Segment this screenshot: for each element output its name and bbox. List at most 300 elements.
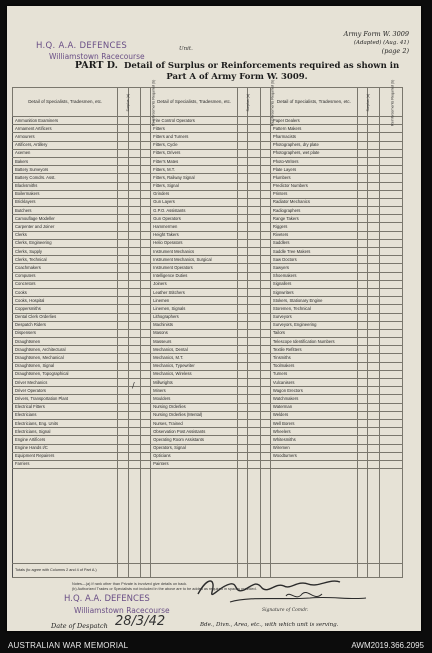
blank-cell — [13, 469, 118, 564]
entry-cell — [260, 157, 270, 165]
entry-cell — [140, 133, 150, 141]
entry-cell — [260, 248, 270, 256]
table-row — [13, 362, 403, 370]
tick-mark: / — [132, 381, 135, 390]
entry-cell — [118, 338, 128, 346]
entry-cell — [357, 313, 367, 321]
entry-cell — [238, 190, 248, 198]
entry-cell — [118, 403, 128, 411]
entry-cell — [357, 190, 367, 198]
entry-cell — [357, 452, 367, 460]
entry-cell — [248, 141, 260, 149]
entry-cell — [248, 403, 260, 411]
entry-cell — [238, 207, 248, 215]
entry-cell — [357, 305, 367, 313]
table-row — [13, 207, 403, 215]
trade-name-cell: Coachmakers — [13, 264, 118, 272]
table-row — [13, 354, 403, 362]
title-line-2: Part A of Army Form W. 3009. — [166, 71, 308, 82]
entry-cell — [118, 428, 128, 436]
trade-name-cell: Wagon Erectors — [270, 387, 357, 395]
entry-cell — [118, 141, 128, 149]
entry-cell — [380, 125, 403, 133]
entry-cell — [380, 248, 403, 256]
trade-name-cell: Battery Comdrs. Asst. — [13, 174, 118, 182]
entry-cell — [357, 125, 367, 133]
entry-cell — [357, 288, 367, 296]
trade-name-cell: Plumbers — [270, 174, 357, 182]
entry-cell — [140, 182, 150, 190]
entry-cell — [357, 297, 367, 305]
trade-name-cell: Mechanics, Wireless — [151, 370, 238, 378]
trade-name-cell: Draughtsmen, Topographical — [13, 370, 118, 378]
entry-cell — [140, 387, 150, 395]
trade-name-cell: Blacksmiths — [13, 182, 118, 190]
entry-cell — [380, 428, 403, 436]
entry-cell — [248, 460, 260, 468]
entry-cell — [140, 354, 150, 362]
entry-cell — [357, 338, 367, 346]
table-header-row — [13, 88, 403, 117]
entry-cell — [238, 256, 248, 264]
trade-name-cell: Masseurs — [151, 338, 238, 346]
table-row — [13, 370, 403, 378]
entry-cell — [248, 436, 260, 444]
entry-cell — [368, 198, 380, 206]
entry-cell — [128, 329, 140, 337]
trade-name-cell: Paper Dealers — [270, 117, 357, 125]
trade-name-cell: Gun Operators — [151, 215, 238, 223]
trade-name-cell: Clerks, Supply — [13, 248, 118, 256]
trade-name-cell: Artificers, Artillery — [13, 141, 118, 149]
entry-cell — [128, 272, 140, 280]
entry-cell — [238, 133, 248, 141]
table-row — [13, 215, 403, 223]
entry-cell — [128, 174, 140, 182]
entry-cell — [368, 174, 380, 182]
entry-cell — [118, 190, 128, 198]
entry-cell — [380, 182, 403, 190]
entry-cell — [140, 239, 150, 247]
entry-cell — [260, 313, 270, 321]
entry-cell — [380, 321, 403, 329]
table-row — [13, 419, 403, 427]
trade-name-cell: Predictor Numbers — [270, 182, 357, 190]
header-reinforcements: Reinforcements Required (b) — [128, 88, 140, 117]
trade-name-cell: Mechanics, M.T. — [151, 354, 238, 362]
entry-cell — [368, 264, 380, 272]
entry-cell — [140, 346, 150, 354]
table-row — [13, 444, 403, 452]
totals-cell — [128, 564, 140, 578]
entry-cell — [238, 395, 248, 403]
entry-cell — [140, 297, 150, 305]
entry-cell — [357, 198, 367, 206]
table-row — [13, 329, 403, 337]
entry-cell — [248, 338, 260, 346]
entry-cell — [357, 428, 367, 436]
entry-cell — [260, 379, 270, 387]
entry-cell — [380, 239, 403, 247]
entry-cell — [357, 329, 367, 337]
entry-cell — [238, 428, 248, 436]
entry-cell — [380, 370, 403, 378]
note-a: Notes—(a) If rank other than Private is involved give details on back. — [72, 582, 188, 586]
entry-cell — [357, 157, 367, 165]
trade-name-cell: Radiator Mechanics — [270, 198, 357, 206]
entry-cell — [368, 436, 380, 444]
entry-cell — [238, 239, 248, 247]
entry-cell — [248, 157, 260, 165]
entry-cell — [260, 125, 270, 133]
entry-cell — [368, 354, 380, 362]
table-row — [13, 125, 403, 133]
entry-cell — [128, 239, 140, 247]
entry-cell — [380, 362, 403, 370]
entry-cell — [248, 207, 260, 215]
entry-cell — [118, 256, 128, 264]
entry-cell — [368, 370, 380, 378]
entry-cell — [368, 215, 380, 223]
entry-cell — [368, 297, 380, 305]
totals-cell — [140, 564, 150, 578]
entry-cell — [260, 297, 270, 305]
entry-cell — [248, 288, 260, 296]
entry-cell — [238, 174, 248, 182]
entry-cell — [248, 452, 260, 460]
entry-cell — [118, 452, 128, 460]
entry-cell — [380, 223, 403, 231]
entry-cell — [380, 280, 403, 288]
entry-cell — [238, 248, 248, 256]
signature-label: Signature of Comdr. — [262, 608, 309, 613]
header-reinforcements: Reinforcements Required (b) — [368, 88, 380, 117]
trade-name-cell: Welders — [270, 411, 357, 419]
table-row — [13, 198, 403, 206]
entry-cell — [238, 288, 248, 296]
entry-cell — [260, 223, 270, 231]
entry-cell — [380, 215, 403, 223]
entry-cell — [118, 313, 128, 321]
entry-cell — [118, 264, 128, 272]
trade-name-cell: Telescope Identification Numbers — [270, 338, 357, 346]
table-row — [13, 141, 403, 149]
trade-name-cell: Mechanics, Dental — [151, 346, 238, 354]
entry-cell — [368, 403, 380, 411]
header-surplus: Surplus (a) — [238, 88, 248, 117]
entry-cell — [140, 223, 150, 231]
entry-cell — [357, 149, 367, 157]
trade-name-cell: Electricians — [13, 411, 118, 419]
trade-name-cell: Joiners — [151, 280, 238, 288]
entry-cell — [118, 411, 128, 419]
entry-cell — [248, 370, 260, 378]
trade-name-cell — [270, 460, 357, 468]
entry-cell — [140, 444, 150, 452]
entry-cell — [380, 411, 403, 419]
entry-cell — [128, 256, 140, 264]
entry-cell — [248, 411, 260, 419]
entry-cell — [248, 272, 260, 280]
table-row — [13, 149, 403, 157]
specialists-table — [12, 79, 403, 578]
entry-cell — [118, 215, 128, 223]
entry-cell — [128, 428, 140, 436]
blank-cell — [128, 469, 140, 564]
entry-cell — [238, 313, 248, 321]
entry-cell — [357, 272, 367, 280]
trade-name-cell: Sawyers — [270, 264, 357, 272]
entry-cell — [248, 174, 260, 182]
entry-cell — [128, 133, 140, 141]
trade-name-cell: Surveyors — [270, 313, 357, 321]
table-row — [13, 387, 403, 395]
table-row — [13, 272, 403, 280]
entry-cell — [380, 452, 403, 460]
trade-name-cell: Hammermen — [151, 223, 238, 231]
trade-name-cell: Nursing Orderlies — [151, 403, 238, 411]
trade-name-cell: Fitters — [151, 125, 238, 133]
entry-cell — [248, 166, 260, 174]
entry-cell — [260, 305, 270, 313]
table-row — [13, 166, 403, 174]
entry-cell — [357, 370, 367, 378]
entry-cell — [357, 362, 367, 370]
entry-cell — [357, 256, 367, 264]
entry-cell — [357, 354, 367, 362]
table-row — [13, 305, 403, 313]
trade-name-cell: Bakers — [13, 157, 118, 165]
trade-name-cell: Gun Layers — [151, 198, 238, 206]
entry-cell — [380, 190, 403, 198]
trade-name-cell: Boilermakers — [13, 190, 118, 198]
trade-name-cell: Moulders — [151, 395, 238, 403]
entry-cell — [128, 117, 140, 125]
entry-cell — [128, 207, 140, 215]
entry-cell — [380, 403, 403, 411]
trade-name-cell: Engine Artificers — [13, 436, 118, 444]
trade-name-cell: G.P.O. Assistants — [151, 207, 238, 215]
entry-cell — [248, 346, 260, 354]
entry-cell — [380, 329, 403, 337]
entry-cell — [118, 157, 128, 165]
trade-name-cell: Fitters, Cycle — [151, 141, 238, 149]
entry-cell — [357, 182, 367, 190]
entry-cell — [260, 387, 270, 395]
entry-cell — [357, 444, 367, 452]
title-line-1: Detail of Surplus or Reinforcements required as shown in — [123, 61, 400, 71]
entry-cell — [238, 157, 248, 165]
trade-name-cell: Machinists — [151, 321, 238, 329]
entry-cell — [128, 198, 140, 206]
entry-cell — [380, 338, 403, 346]
blank-cell — [238, 469, 248, 564]
entry-cell — [248, 190, 260, 198]
entry-cell — [248, 379, 260, 387]
entry-cell — [368, 125, 380, 133]
entry-cell — [380, 264, 403, 272]
entry-cell — [368, 141, 380, 149]
trade-name-cell: Lithographers — [151, 313, 238, 321]
entry-cell — [368, 239, 380, 247]
entry-cell — [128, 436, 140, 444]
trade-name-cell: Painters — [151, 460, 238, 468]
entry-cell — [238, 362, 248, 370]
despatch-label: Date of Despatch — [51, 622, 108, 630]
trade-name-cell: Draughtsmen, Architectural — [13, 346, 118, 354]
entry-cell — [238, 149, 248, 157]
entry-cell — [238, 223, 248, 231]
form-number: Army Form W. 3009 — [343, 30, 409, 38]
trade-name-cell: Masons — [151, 329, 238, 337]
entry-cell — [128, 149, 140, 157]
unit-label: Unit. — [179, 46, 193, 52]
trade-name-cell: Armourers — [13, 133, 118, 141]
entry-cell — [260, 452, 270, 460]
entry-cell — [238, 452, 248, 460]
table-row — [13, 411, 403, 419]
entry-cell — [260, 198, 270, 206]
form-page: (page 2) — [381, 47, 409, 55]
trade-name-cell: Operating Room Assistants — [151, 436, 238, 444]
entry-cell — [238, 354, 248, 362]
table-row — [13, 313, 403, 321]
entry-cell — [128, 141, 140, 149]
trade-name-cell: Tinsmiths — [270, 354, 357, 362]
entry-cell — [368, 313, 380, 321]
trade-name-cell: Opticians — [151, 452, 238, 460]
entry-cell — [140, 419, 150, 427]
entry-cell — [118, 346, 128, 354]
entry-cell — [128, 403, 140, 411]
trade-name-cell: Driver Operators — [13, 387, 118, 395]
table-row — [13, 452, 403, 460]
unit-stamp-bottom: H.Q. A.A. DEFENCES — [64, 594, 150, 604]
entry-cell — [260, 362, 270, 370]
entry-cell — [128, 419, 140, 427]
entry-cell — [380, 379, 403, 387]
entry-cell — [128, 215, 140, 223]
header-detail: Detail of Specialists, Tradesmen, etc. — [151, 88, 238, 117]
trade-name-cell: Photographers, dry plate — [270, 141, 357, 149]
entry-cell — [380, 288, 403, 296]
entry-cell — [260, 256, 270, 264]
entry-cell — [260, 403, 270, 411]
entry-cell — [260, 338, 270, 346]
entry-cell — [238, 166, 248, 174]
unit-stamp-top: H.Q. A.A. DEFENCES — [36, 41, 128, 51]
entry-cell — [368, 133, 380, 141]
entry-cell — [368, 452, 380, 460]
entry-cell — [380, 305, 403, 313]
entry-cell — [248, 198, 260, 206]
entry-cell — [260, 395, 270, 403]
entry-cell — [118, 133, 128, 141]
trade-name-cell: Carpenter and Joiner — [13, 223, 118, 231]
trade-name-cell: Wiremen — [270, 444, 357, 452]
entry-cell — [128, 223, 140, 231]
trade-name-cell: Saddlers — [270, 239, 357, 247]
trade-name-cell: Storemen, Technical — [270, 305, 357, 313]
entry-cell — [357, 166, 367, 174]
entry-cell — [368, 395, 380, 403]
entry-cell — [238, 264, 248, 272]
entry-cell — [128, 248, 140, 256]
entry-cell — [118, 239, 128, 247]
table-row — [13, 297, 403, 305]
entry-cell — [238, 117, 248, 125]
header-detail: Detail of Specialists, Tradesmen, etc. — [270, 88, 357, 117]
entry-cell — [260, 117, 270, 125]
trade-name-cell: Battery Surveyors — [13, 166, 118, 174]
table-row — [13, 436, 403, 444]
entry-cell — [118, 288, 128, 296]
entry-cell — [238, 231, 248, 239]
entry-cell — [357, 248, 367, 256]
entry-cell — [248, 215, 260, 223]
table-row — [13, 133, 403, 141]
entry-cell — [380, 157, 403, 165]
trade-name-cell: Dental Clerk Orderlies — [13, 313, 118, 321]
entry-cell — [118, 248, 128, 256]
entry-cell — [238, 305, 248, 313]
entry-cell — [260, 411, 270, 419]
entry-cell — [128, 362, 140, 370]
table-row — [13, 288, 403, 296]
entry-cell — [357, 395, 367, 403]
entry-cell — [248, 419, 260, 427]
entry-cell — [260, 444, 270, 452]
entry-cell — [128, 305, 140, 313]
brigade-line: Bde., Divn., Area, etc., with which unit is serving. — [200, 622, 339, 628]
entry-cell — [238, 272, 248, 280]
part-title — [67, 61, 407, 82]
trade-name-cell: Engine Hands I/C — [13, 444, 118, 452]
table-row — [13, 239, 403, 247]
entry-cell — [248, 149, 260, 157]
blank-cell — [248, 469, 260, 564]
trade-name-cell: Signwriters — [270, 288, 357, 296]
trade-name-cell: Camouflage Modeller — [13, 215, 118, 223]
table-row — [13, 395, 403, 403]
entry-cell — [238, 444, 248, 452]
trade-name-cell: Miners — [151, 387, 238, 395]
entry-cell — [380, 207, 403, 215]
header-surplus: Surplus (a) — [118, 88, 128, 117]
trade-name-cell: Operators, Signal — [151, 444, 238, 452]
entry-cell — [118, 387, 128, 395]
entry-cell — [238, 280, 248, 288]
entry-cell — [140, 280, 150, 288]
entry-cell — [118, 436, 128, 444]
trade-name-cell: Equipment Repairers — [13, 452, 118, 460]
entry-cell — [248, 428, 260, 436]
entry-cell — [357, 239, 367, 247]
entry-cell — [238, 419, 248, 427]
trade-name-cell: Cooks — [13, 288, 118, 296]
entry-cell — [118, 321, 128, 329]
trade-name-cell: Height Takers — [151, 231, 238, 239]
entry-cell — [260, 190, 270, 198]
entry-cell — [368, 428, 380, 436]
entry-cell — [380, 346, 403, 354]
entry-cell — [380, 419, 403, 427]
entry-cell — [357, 133, 367, 141]
entry-cell — [260, 370, 270, 378]
entry-cell — [368, 182, 380, 190]
entry-cell — [260, 182, 270, 190]
entry-cell — [380, 436, 403, 444]
